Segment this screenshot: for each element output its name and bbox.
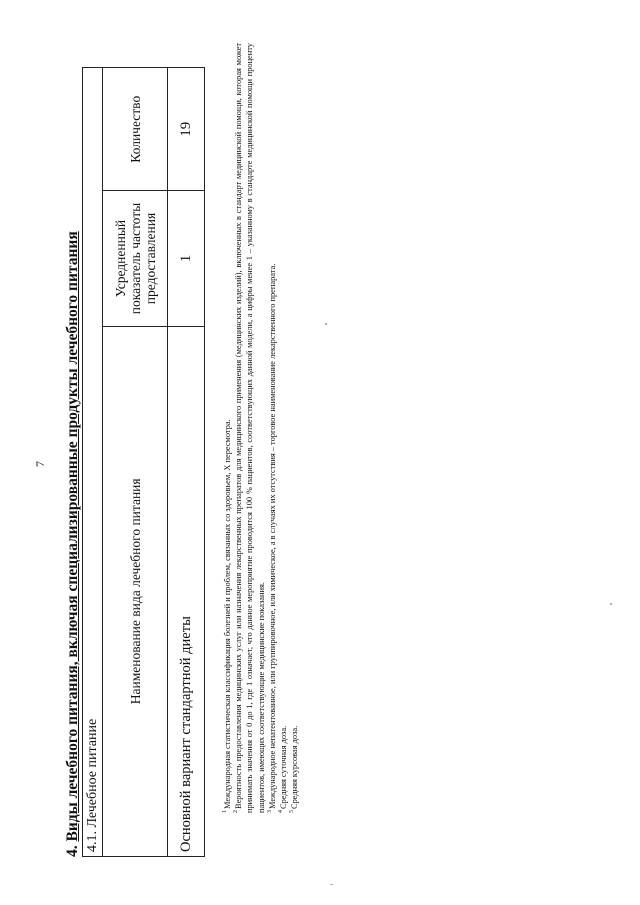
diet-name-cell: Основной вариант стандартной диеты [168,326,205,856]
diet-table [82,67,205,857]
header-diet-name: Наименование вида лечебного питания [103,326,168,856]
footnote-mark: 3 [267,810,274,813]
section-number: 4. [64,845,81,857]
section-title: Виды лечебного питания, включая специализированные продукты лечебного питания [64,231,81,842]
page-number: 7 [33,461,47,467]
footnote-mark: 1 [222,810,229,813]
header-quantity: Количество [103,68,168,191]
footnote [278,43,289,813]
table-subsection-row [83,68,103,857]
footnote-text: Международное непатентованное, или группировочное, или химическое, а в случаях их отсутствия – торговое наименование лекарственного препарата. [267,263,277,809]
table-header-row [103,68,168,857]
footnote [267,43,278,813]
footnote [233,43,267,813]
footnote-mark: 5 [289,810,296,813]
frequency-cell: 1 [168,191,205,326]
table-row [168,68,205,857]
header-frequency: Усредненный показатель частоты предоставления [103,191,168,326]
subsection-title: 4.1. Лечебное питание [83,68,103,857]
scan-speck [330,884,333,885]
footnote-text: Средняя курсовая доза. [290,725,300,809]
quantity-cell: 19 [168,68,205,191]
footnote [222,43,233,813]
footnote-mark: 2 [233,810,240,813]
footnote-text: Международная статистическая классификация болезней и проблем, связанных со здоровьем, X пересмотра. [223,419,232,809]
footnote-text: Вероятность предоставления медицинских услуг или назначения лекарственных препаратов для медицинского применения (медицинских изделий), включенных в стандарт медицинской помощи, которая может принимать значения от 0 до 1, где 1 означает, что данное мероприятие проводится 100 % пациентов, соответствующих данной модели, а цифры менее 1 – указанному в стандарте медицинской помощи проценту пациентов, имеющих соответствующие медицинские показания. [234,43,266,813]
footnote-text: Средняя суточная доза. [279,725,289,809]
footnote-mark: 4 [278,810,285,813]
section-heading [64,231,82,857]
footnote [289,43,300,813]
scan-speck [325,323,327,325]
footnotes [222,43,300,813]
scan-speck [610,603,612,605]
